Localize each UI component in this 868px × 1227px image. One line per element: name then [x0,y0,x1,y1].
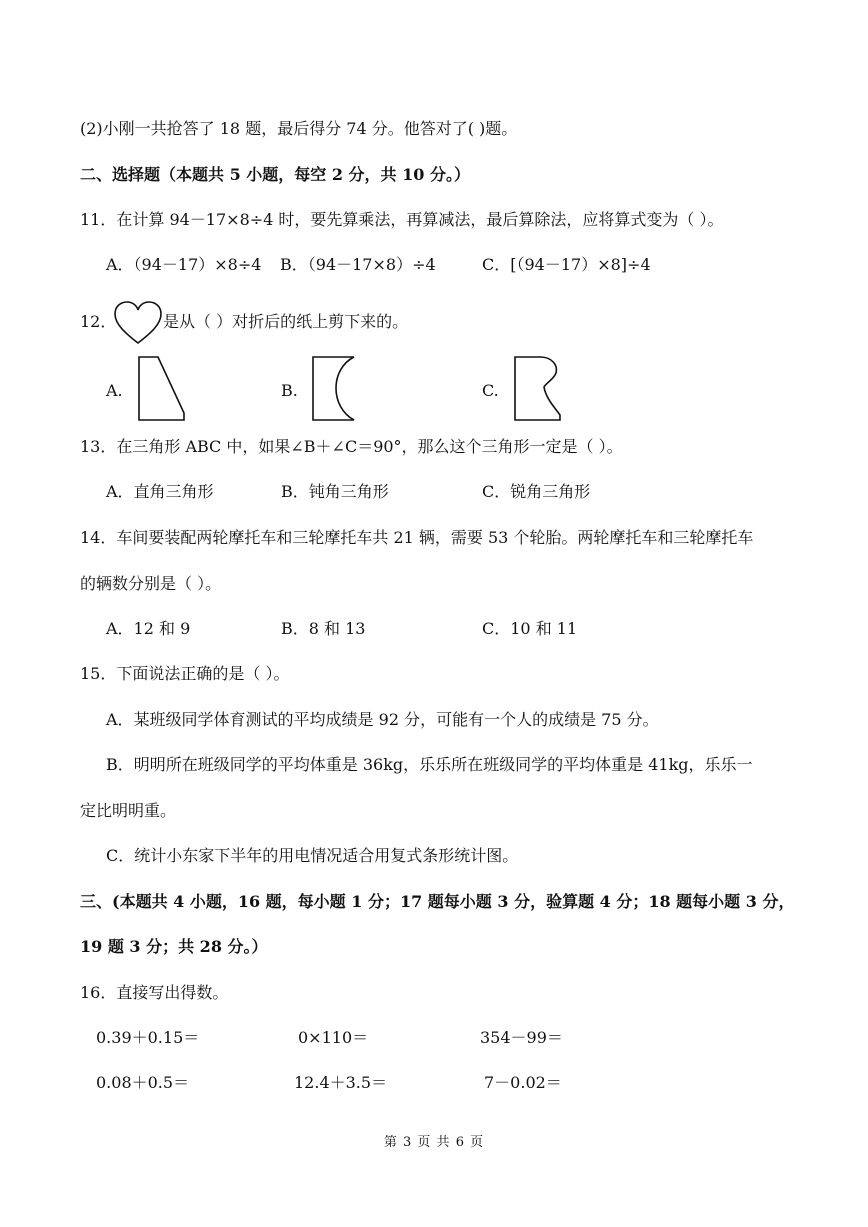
question-10-part-2: (2)小刚一共抢答了 18 题，最后得分 74 分。他答对了( )题。 [80,119,518,138]
calc-item: 354－99＝ [480,1028,563,1047]
question-14-option-b: B．8 和 13 [281,619,366,638]
question-13-option-c: C．锐角三角形 [482,482,591,501]
section-3-title-line-1: 三、(本题共 4 小题，16 题，每小题 1 分；17 题每小题 3 分，验算题 4 分；18 题每小题 3 分， [80,892,795,911]
question-11-stem: 11．在计算 94－17×8÷4 时，要先算乘法，再算减法，最后算除法，应将算式变为（ ）。 [80,210,724,229]
question-15-option-a: A．某班级同学体育测试的平均成绩是 92 分，可能有一个人的成绩是 75 分。 [106,710,659,729]
question-13-option-b: B．钝角三角形 [281,482,389,501]
section-2-title: 二、选择题（本题共 5 小题，每空 2 分，共 10 分。） [80,165,470,184]
question-12-option-b: B. [281,381,298,400]
question-14-option-c: C．10 和 11 [482,619,578,638]
page-footer: 第 3 页 共 6 页 [383,1135,485,1150]
question-16-stem: 16．直接写出得数。 [80,983,229,1002]
question-15-stem: 15．下面说法正确的是（ ）。 [80,664,290,683]
calc-item: 12.4＋3.5＝ [294,1073,388,1092]
question-13-stem: 13．在三角形 ABC 中，如果∠B＋∠C＝90°，那么这个三角形一定是（ ）。 [80,437,623,456]
section-3-title-line-2: 19 题 3 分；共 28 分。） [80,937,268,956]
question-15-option-b-line-1: B．明明所在班级同学的平均体重是 36kg，乐乐所在班级同学的平均体重是 41kg，乐乐一 [106,755,753,774]
folded-paper-arc-icon [310,355,358,423]
question-15-option-c: C．统计小东家下半年的用电情况适合用复式条形统计图。 [106,846,519,865]
calc-item: 7－0.02＝ [484,1073,562,1092]
question-15-option-b-line-2: 定比明明重。 [80,801,177,820]
question-11-option-c: C．[（94－17）×8]÷4 [482,255,651,274]
question-12-stem: 是从（ ）对折后的纸上剪下来的。 [163,312,409,331]
question-14-stem-line-2: 的辆数分别是（ ）。 [80,574,222,593]
question-14-stem-line-1: 14．车间要装配两轮摩托车和三轮摩托车共 21 辆，需要 53 个轮胎。两轮摩托车和三轮摩托车 [80,528,754,547]
heart-icon [113,300,163,346]
folded-paper-half-heart-icon [512,355,564,423]
question-11-option-a: A．（94－17）×8÷4 [106,255,262,274]
question-12-option-c: C. [482,381,499,400]
question-12-option-a: A. [106,381,123,400]
question-13-option-a: A．直角三角形 [106,482,214,501]
calc-item: 0×110＝ [298,1028,369,1047]
folded-paper-diagonal-icon [136,355,188,423]
calc-item: 0.39＋0.15＝ [96,1028,200,1047]
calc-item: 0.08＋0.5＝ [96,1073,190,1092]
question-11-option-b: B．（94－17×8）÷4 [280,255,436,274]
question-12-number: 12． [80,312,117,331]
question-14-option-a: A．12 和 9 [106,619,191,638]
